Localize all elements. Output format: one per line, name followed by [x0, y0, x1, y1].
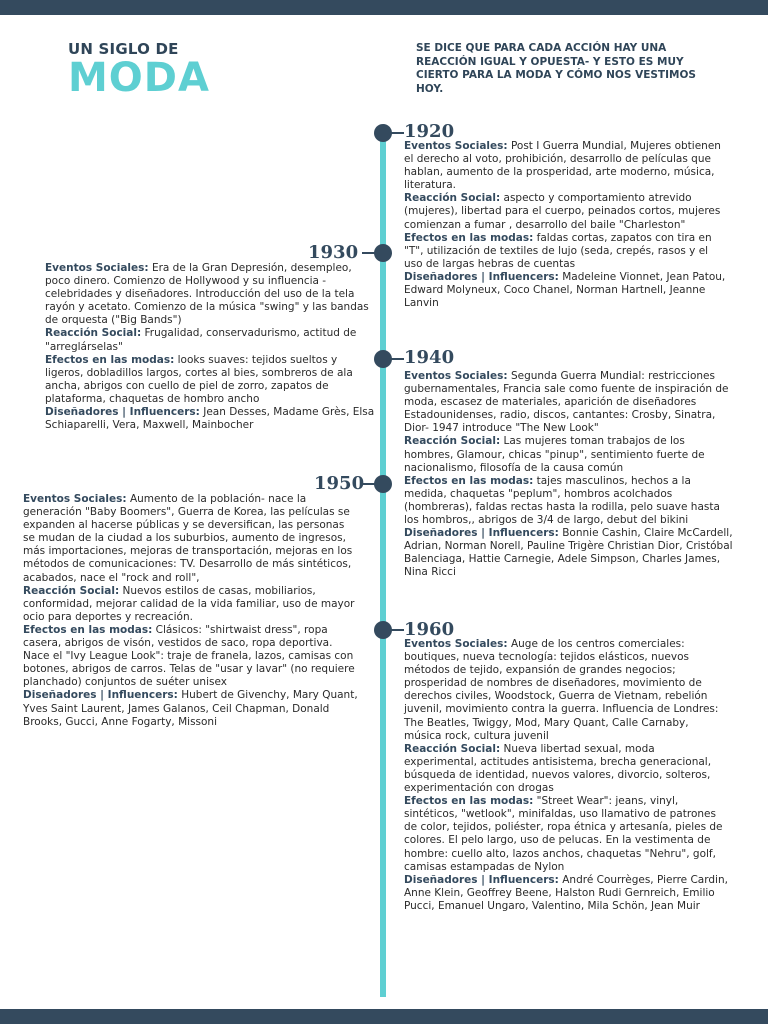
disenadores [404, 527, 734, 579]
decade-1940-content [404, 370, 734, 580]
efectos-label: Efectos en las modas: [45, 353, 175, 366]
efectos-modas [404, 232, 728, 271]
efectos-label: Efectos en las modas: [23, 623, 153, 636]
reaccion-label: Reacción Social: [23, 584, 120, 597]
efectos-modas [404, 795, 728, 874]
page-title: MODA [68, 55, 210, 101]
reaccion-social [23, 585, 359, 624]
eventos-text: Era de la Gran Depresión, desempleo, poco dinero. Comienzo de Hollywood y su influencia - celebridades y diseñadores. Introducción del uso de la tela rayón y acetato. Comienzo de la música "swing" y las bandas de orquesta ("Big Bands") [45, 262, 369, 327]
reaccion-text: Nueva libertad sexual, moda experimental, actitudes antisistema, brecha generacional, búsqueda de identidad, nuevos valores, divorcio, solteros, experimentación con drogas [404, 742, 712, 795]
reaccion-social [404, 192, 728, 231]
efectos-text: looks suaves: tejidos sueltos y ligeros, dobladillos largos, cortes al bies, sombreros de ala ancha, abrigos con cuello de piel de zorro, zapatos de plataforma, chaquetas de hombro ancho [45, 353, 353, 405]
disenadores-label: Diseñadores | Influencers: [23, 689, 178, 702]
decade-1930-content [45, 262, 375, 432]
timeline-dot-1950 [374, 475, 392, 493]
efectos-modas [404, 475, 734, 527]
eventos-text: Auge de los centros comerciales: boutiques, nueva tecnología: tejidos elásticos, nuevos métodos de tejido, expansión de grandes negocios; prosperidad de nombres de diseñadores, movimiento de derechos civiles, Woodstock, Guerra de Vietnam, rebelión juvenil, movimiento contra la guerra. Influencia de Londres: The Beatles, Twiggy, Mod, Mary Quant, Calle Carnaby, música rock, cultura juvenil [404, 638, 719, 742]
decade-1960-content [404, 638, 728, 913]
year-1940: 1940 [404, 347, 455, 368]
year-1950: 1950 [314, 473, 365, 494]
reaccion-text: Las mujeres toman trabajos de los hombres, Glamour, chicas "pinup", sentimiento fuerte de nacionalismo, filosofía de la causa común [404, 435, 705, 474]
reaccion-label: Reacción Social: [404, 742, 501, 755]
disenadores-label: Diseñadores | Influencers: [404, 527, 559, 540]
eventos-label: Eventos Sociales: [23, 493, 127, 505]
disenadores-label: Diseñadores | Influencers: [404, 270, 559, 283]
timeline-connector-1930 [362, 252, 376, 254]
reaccion-text: Frugalidad, conservadurismo, actitud de "arreglárselas" [45, 327, 357, 353]
timeline-connector-1960 [390, 629, 404, 631]
eventos-sociales [404, 140, 728, 192]
disenadores-text: Jean Desses, Madame Grès, Elsa Schiaparelli, Vera, Maxwell, Mainbocher [45, 406, 375, 432]
decade-1950-content [23, 493, 359, 729]
reaccion-social [404, 743, 728, 795]
disenadores-text: André Courrèges, Pierre Cardin, Anne Klein, Geoffrey Beene, Halston Rudi Gernreich, Emilio Pucci, Emanuel Ungaro, Valentino, Mila Schön, Jean Muir [404, 873, 728, 912]
eventos-text: Segunda Guerra Mundial: restricciones gubernamentales, Francia sale como fuente de inspiración de moda, escasez de materiales, aparición de diseñadores Estadounidenses, radio, discos, cantantes: Crosby, Sinatra, Dior- 1947 introduce "The New Look" [404, 370, 729, 435]
eventos-sociales [404, 370, 734, 435]
eventos-label: Eventos Sociales: [45, 262, 149, 274]
efectos-label: Efectos en las modas: [404, 231, 534, 244]
eventos-sociales [45, 262, 375, 327]
reaccion-social [404, 435, 734, 474]
disenadores-text: Bonnie Cashin, Claire McCardell, Adrian, Norman Norell, Pauline Trigère Christian Dior, Cristóbal Balenciaga, Hattie Carnegie, Adele Simpson, Charles James, Nina Ricci [404, 527, 733, 579]
efectos-text: "Street Wear": jeans, vinyl, sintéticos, "wetlook", minifaldas, uso llamativo de patrones de color, tejidos, poliéster, ropa étnica y artesanía, pieles de colores. El pelo largo, uso de pelucas. En la vestimenta de hombre: cuello alto, lazos anchos, chaquetas "Nehru", golf, camisas estampadas de Nylon [404, 795, 723, 873]
efectos-label: Efectos en las modas: [404, 474, 534, 487]
disenadores [404, 271, 728, 310]
disenadores [23, 689, 359, 728]
reaccion-label: Reacción Social: [45, 327, 142, 340]
year-1960: 1960 [404, 619, 455, 640]
eventos-label: Eventos Sociales: [404, 370, 508, 382]
bottom-bar [0, 1009, 768, 1024]
efectos-modas [23, 624, 359, 689]
disenadores-label: Diseñadores | Influencers: [404, 873, 559, 886]
reaccion-label: Reacción Social: [404, 192, 501, 205]
title-prefix: UN SIGLO DE [68, 40, 179, 58]
disenadores-label: Diseñadores | Influencers: [45, 406, 200, 419]
intro-text: SE DICE QUE PARA CADA ACCIÓN HAY UNA REACCIÓN IGUAL Y OPUESTA- Y ESTO ES MUY CIERTO PARA LA MODA Y CÓMO NOS VESTIMOS HOY. [416, 42, 696, 95]
efectos-text: faldas cortas, zapatos con tira en "T", utilización de textiles de lujo (seda, crepés, rasos y el uso de largas hebras de cuentas [404, 231, 712, 270]
reaccion-label: Reacción Social: [404, 435, 501, 448]
eventos-text: Aumento de la población- nace la generación "Baby Boomers", Guerra de Korea, las películas se expanden al hacerse públicas y se deversifican, las personas se mudan de la ciudad a los suburbios, aumento de ingresos, más importaciones, mejoras de transportación, mejoras en los métodos de comunicaciones: TV. Desarrollo de más sintéticos, acabados, nace el "rock and roll", [23, 493, 353, 584]
year-1920: 1920 [404, 121, 455, 142]
efectos-text: tajes masculinos, hechos a la medida, chaquetas "peplum", hombros acolchados (hombreras), faldas rectas hasta la rodilla, pelo suave hasta los hombros,, abrigos de 3/4 de largo, debut del bikini [404, 474, 720, 527]
decade-1920-content [404, 140, 728, 310]
efectos-text: Clásicos: "shirtwaist dress", ropa casera, abrigos de visón, vestidos de saco, ropa deportiva. Nace el "Ivy League Look": traje de franela, lazos, camisas con botones, abrigos de carros. Telas de "usar y lavar" (no requiere planchado) conjuntos de suéter unisex [23, 623, 355, 689]
disenadores-text: Madeleine Vionnet, Jean Patou, Edward Molyneux, Coco Chanel, Norman Hartnell, Jeanne Lanvin [404, 270, 726, 310]
reaccion-social [45, 327, 375, 353]
top-bar [0, 0, 768, 15]
eventos-label: Eventos Sociales: [404, 140, 508, 152]
timeline-dot-1930 [374, 244, 392, 262]
eventos-sociales [23, 493, 359, 585]
year-1930: 1930 [308, 242, 359, 263]
timeline-connector-1920 [390, 132, 404, 134]
disenadores [404, 874, 728, 913]
timeline-connector-1940 [390, 358, 404, 360]
eventos-text: Post I Guerra Mundial, Mujeres obtienen el derecho al voto, prohibición, desarrollo de películas que hablan, aumento de la prosperidad, arte moderno, música, literatura. [404, 140, 721, 192]
eventos-sociales [404, 638, 728, 743]
efectos-label: Efectos en las modas: [404, 795, 534, 808]
reaccion-text: Nuevos estilos de casas, mobiliarios, conformidad, mejorar calidad de la vida familiar, uso de mayor ocio para deportes y recreación. [23, 584, 355, 623]
disenadores [45, 406, 375, 432]
efectos-modas [45, 354, 375, 406]
reaccion-text: aspecto y comportamiento atrevido (mujeres), libertad para el cuerpo, peinados cortos, mujeres comienzan a fumar , desarrollo del baile "Charleston" [404, 192, 721, 231]
disenadores-text: Hubert de Givenchy, Mary Quant, Yves Saint Laurent, James Galanos, Ceil Chapman, Donald Brooks, Gucci, Anne Fogarty, Missoni [23, 689, 358, 728]
eventos-label: Eventos Sociales: [404, 638, 508, 650]
